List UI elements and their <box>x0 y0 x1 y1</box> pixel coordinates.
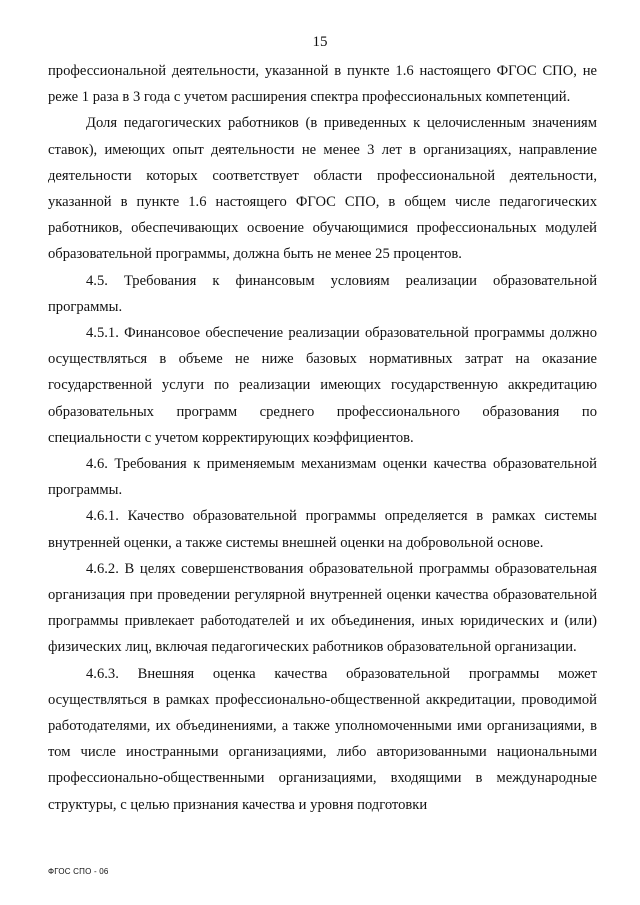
page-number: 15 <box>312 34 328 50</box>
paragraph-section-4-6-2: 4.6.2. В целях совершенствования образовательной программы образовательная организация при проведении регулярной внутренней оценки качества образовательной программы привлекает работодателей и их объединения, иных юридических и (или) физических лиц, включая педагогических работников образовательной организации. <box>48 560 597 656</box>
footer-label: ФГОС СПО - 06 <box>48 867 109 876</box>
paragraph-section-4-5: 4.5. Требования к финансовым условиям реализации образовательной программы. <box>48 272 597 315</box>
paragraph-continuation: профессиональной деятельности, указанной в пункте 1.6 настоящего ФГОС СПО, не реже 1 раза в 3 года с учетом расширения спектра профессиональных компетенций. <box>48 63 597 106</box>
paragraph-section-4-5-1: 4.5.1. Финансовое обеспечение реализации образовательной программы должно осуществляться в объеме не ниже базовых нормативных затрат на оказание государственной услуги по реализации имеющих государственную аккредитацию образовательных программ среднего профессионального образования по специальности с учетом корректирующих коэффициентов. <box>48 325 597 446</box>
paragraph-teacher-share: Доля педагогических работников (в приведенных к целочисленным значениям ставок), имеющих опыт деятельности не менее 3 лет в организациях, направление деятельности которых соответствует области профессиональной деятельности, указанной в пункте 1.6 настоящего ФГОС СПО, в общем числе педагогических работников, обеспечивающих освоение обучающимися профессиональных модулей образовательной программы, должна быть не менее 25 процентов. <box>48 115 597 263</box>
paragraph-section-4-6: 4.6. Требования к применяемым механизмам оценки качества образовательной программы. <box>48 456 597 499</box>
document-body <box>48 58 597 818</box>
paragraph-section-4-6-1: 4.6.1. Качество образовательной программы определяется в рамках системы внутренней оценки, а также системы внешней оценки на добровольной основе. <box>48 508 597 551</box>
paragraph-section-4-6-3: 4.6.3. Внешняя оценка качества образовательной программы может осуществляться в рамках профессионально-общественной аккредитации, проводимой работодателями, их объединениями, а также уполномоченными ими организациями, в том числе иностранными организациями, либо авторизованными национальными профессионально-общественными организациями, входящими в международные структуры, с целью признания качества и уровня подготовки <box>48 665 597 813</box>
